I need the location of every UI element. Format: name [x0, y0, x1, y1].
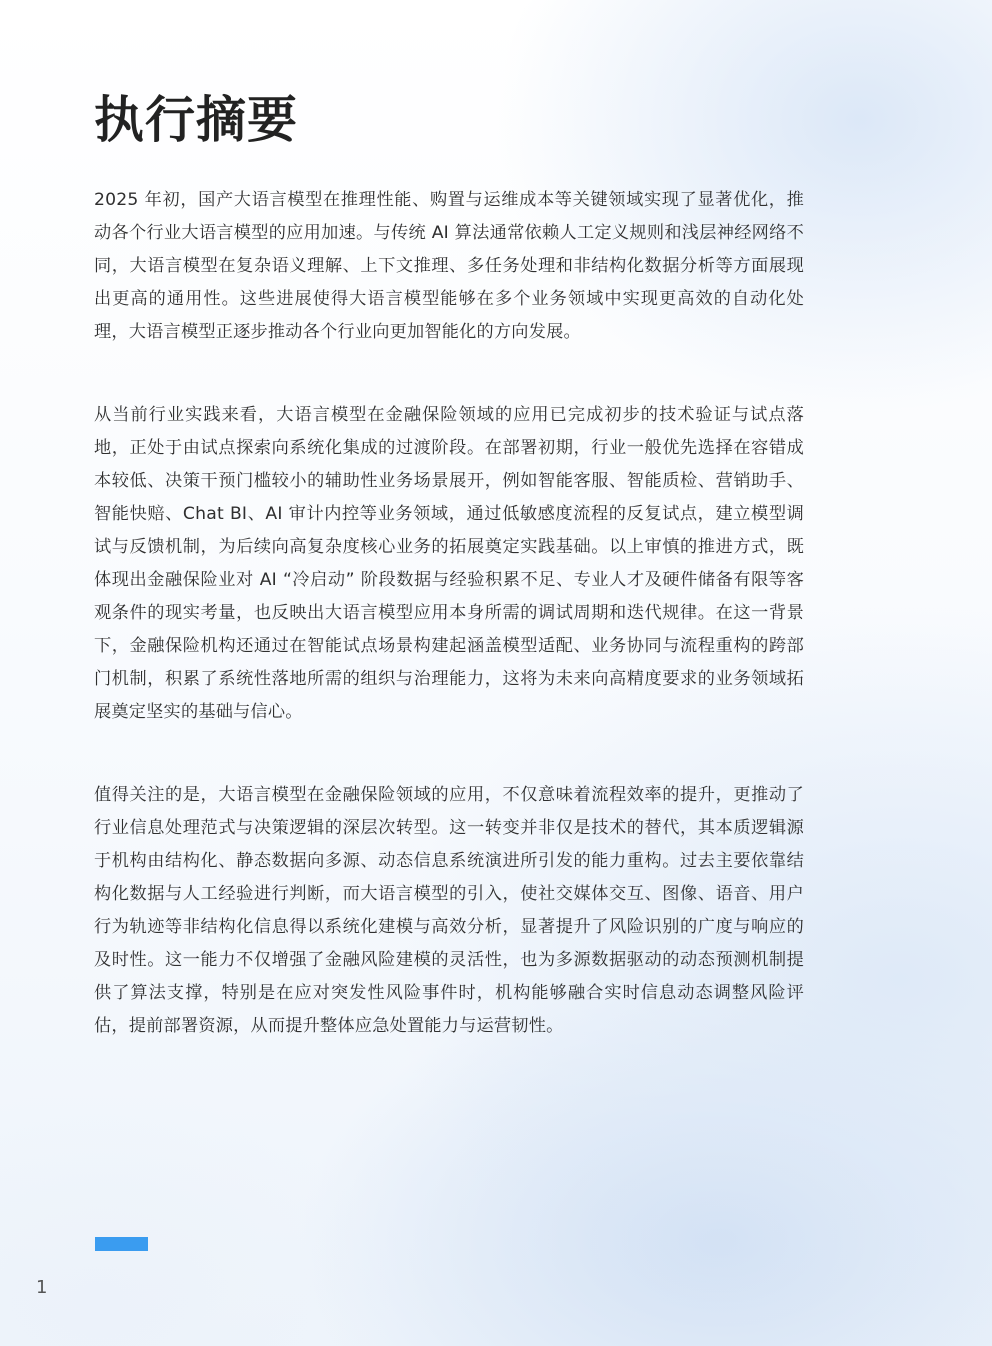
- paragraph-1: 2025 年初，国产大语言模型在推理性能、购置与运维成本等关键领域实现了显著优化，推动各个行业大语言模型的应用加速。与传统 AI 算法通常依赖人工定义规则和浅层神经网络不同，大语言模型在复杂语义理解、上下文推理、多任务处理和非结构化数据分析等方面展现出更高的通用性。这些进展使得大语言模型能够在多个业务领域中实现更高效的自动化处理，大语言模型正逐步推动各个行业向更加智能化的方向发展。: [94, 190, 804, 342]
- paragraph-3: 值得关注的是，大语言模型在金融保险领域的应用，不仅意味着流程效率的提升，更推动了行业信息处理范式与决策逻辑的深层次转型。这一转变并非仅是技术的替代，其本质逻辑源于机构由结构化、静态数据向多源、动态信息系统演进所引发的能力重构。过去主要依靠结构化数据与人工经验进行判断，而大语言模型的引入，使社交媒体交互、图像、语音、用户行为轨迹等非结构化信息得以系统化建模与高效分析，显著提升了风险识别的广度与响应的及时性。这一能力不仅增强了金融风险建模的灵活性，也为多源数据驱动的动态预测机制提供了算法支撑，特别是在应对突发性风险事件时，机构能够融合实时信息动态调整风险评估，提前部署资源，从而提升整体应急处置能力与运营韧性。: [94, 785, 804, 1036]
- footer-accent-bar: [95, 1237, 148, 1251]
- page-number: 1: [36, 1277, 48, 1298]
- body-content: [94, 184, 804, 1093]
- paragraph-2: 从当前行业实践来看，大语言模型在金融保险领域的应用已完成初步的技术验证与试点落地，正处于由试点探索向系统化集成的过渡阶段。在部署初期，行业一般优先选择在容错成本较低、决策干预门槛较小的辅助性业务场景展开，例如智能客服、智能质检、营销助手、智能快赔、Chat BI、AI 审计内控等业务领域，通过低敏感度流程的反复试点，建立模型调试与反馈机制，为后续向高复杂度核心业务的拓展奠定实践基础。以上审慎的推进方式，既体现出金融保险业对 AI “冷启动” 阶段数据与经验积累不足、专业人才及硬件储备有限等客观条件的现实考量，也反映出大语言模型应用本身所需的调试周期和迭代规律。在这一背景下，金融保险机构还通过在智能试点场景构建起涵盖模型适配、业务协同与流程重构的跨部门机制，积累了系统性落地所需的组织与治理能力，这将为未来向高精度要求的业务领域拓展奠定坚实的基础与信心。: [94, 405, 804, 722]
- page-title: 执行摘要: [94, 91, 298, 149]
